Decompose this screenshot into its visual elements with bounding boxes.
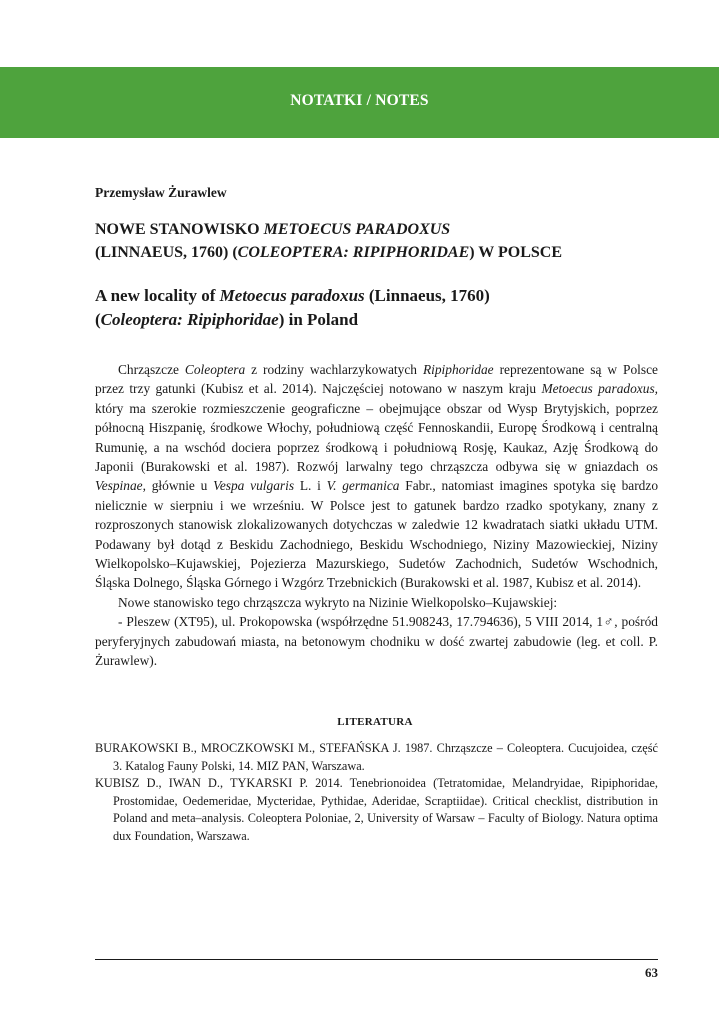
taxon-name: Metoecus paradoxus, [541, 381, 658, 397]
reference-item: BURAKOWSKI B., MROCZKOWSKI M., STEFAŃSKA J. 1987. Chrząszcze – Coleoptera. Cucujoidea, część 3. Katalog Fauny Polski, 14. MIZ PAN, Warszawa. [95, 741, 658, 773]
taxon-name: Ripiphoridae [422, 362, 494, 377]
title-en-species: Metoecus paradoxus [219, 286, 365, 305]
title-en-text: A new locality of [95, 286, 220, 305]
literature-heading: LITERATURA [337, 716, 413, 728]
author-name: Przemysław Żurawlew [95, 185, 227, 200]
article-title-polish [95, 218, 655, 264]
title-en-text: (Linnaeus, 1760) [364, 286, 490, 305]
title-pl-text: NOWE STANOWISKO [95, 221, 264, 238]
title-pl-taxon: COLEOPTERA: RIPIPHORIDAE [237, 244, 470, 261]
taxon-name: V. germanica [326, 478, 400, 494]
body-text: reprezentowane są w Polsce przez trzy gatunki (Kubisz et al. 2014). Najczęściej notowano w naszym kraju [95, 362, 658, 397]
section-title: NOTATKI / NOTES [290, 92, 429, 109]
body-text: który ma szerokie rozmieszczenie geograficzne – obejmujące obszar od Wysp Brytyjskich, poprzez północną Hiszpanię, środkowe Włochy, południową część Fennoskandii, Europę Środkową i centralną Rumunię, a na wschód dociera poprzez środkową i południową Rosję, Kaukaz, Azję Środkową do Japonii (Burakowski et al. 1987). Rozwój larwalny tego chrząszcza odbywa się w gniazdach os [95, 400, 658, 475]
taxon-name: Vespinae [95, 478, 143, 494]
title-pl-text: ) W POLSCE [469, 244, 563, 261]
footer-rule [95, 959, 658, 960]
body-text: Fabr., natomiast imagines spotyka się bardzo nielicznie w sierpniu i we wrześniu. W Polsce jest to gatunek bardzo rzadko spotykany, znany z rozproszonych stanowisk zlokalizowanych dotychczas w zaledwie 12 kwadratach siatki układu UTM. Podawany był dotąd z Beskidu Zachodniego, Beskidu Wschodniego, Niziny Mazowieckiej, Niziny Wielkopolsko–Kujawskiej, Pojezierza Mazurskiego, Sudetów Zachodnich, Sudetów Wschodnich, Śląska Dolnego, Śląska Górnego i Wzgórz Trzebnickich (Burakowski et al. 1987, Kubisz et al. 2014). [95, 478, 659, 591]
body-paragraph: Nowe stanowisko tego chrząszcza wykryto na Nizinie Wielkopolsko–Kujawskiej: [118, 594, 558, 610]
title-pl-species: METOECUS PARADOXUS [263, 221, 451, 238]
article-body [95, 360, 658, 671]
title-en-text: ) in Poland [278, 310, 359, 329]
body-paragraph [95, 360, 658, 593]
title-pl-text: (LINNAEUS, 1760) ( [95, 244, 238, 261]
taxon-name: Vespa vulgaris [213, 478, 295, 494]
article-title-english [95, 284, 655, 332]
title-en-text: ( [95, 310, 101, 329]
title-en-taxon: Coleoptera: Ripiphoridae [100, 310, 279, 329]
reference-item: KUBISZ D., IWAN D., TYKARSKI P. 2014. Tenebrionoidea (Tetratomidae, Melandryidae, Ripiphoridae, Prostomidae, Oedemeridae, Mycteridae, Pythidae, Aderidae, Scraptiidae). Critical checklist, distribution in Poland and meta–analysis. Coleoptera Poloniae, 2, University of Warsaw – Faculty of Biology. Natura optima dux Foundation, Warszawa. [95, 776, 658, 843]
page-number: 63 [645, 965, 658, 980]
body-text: z rodziny wachlarzykowatych [245, 362, 423, 377]
locality-record: - Pleszew (XT95), ul. Prokopowska (współrzędne 51.908243, 17.794636), 5 VIII 2014, 1♂, pośród peryferyjnych zabudowań miasta, na betonowym chodniku w dość zwartej zabudowie (leg. et coll. P. Żurawlew). [95, 614, 658, 669]
body-text: , głównie u [142, 478, 214, 494]
body-text: Chrząszcze [118, 362, 185, 377]
body-text: L. i [294, 478, 327, 494]
taxon-name: Coleoptera [184, 362, 246, 377]
reference-list [95, 740, 658, 845]
